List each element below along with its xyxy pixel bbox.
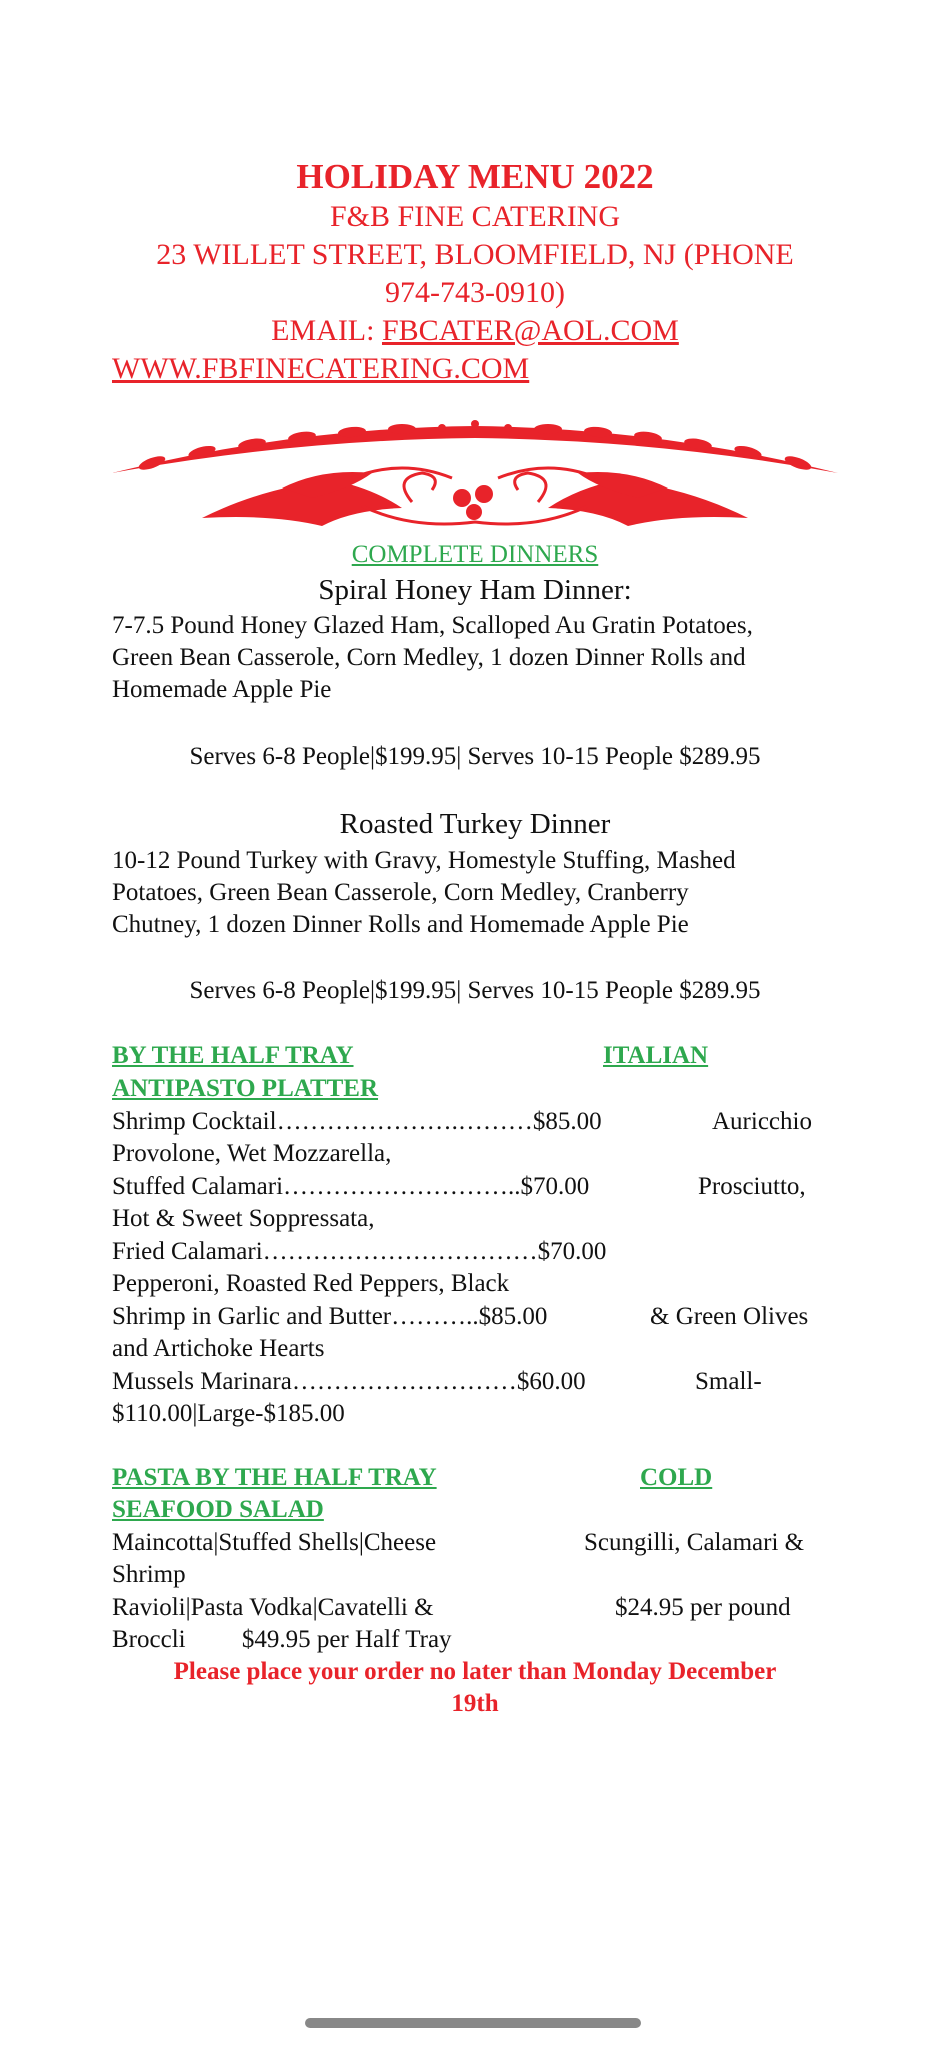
half-tray-line: $110.00|Large-$185.00 bbox=[112, 1400, 345, 1427]
pasta-line: Ravioli|Pasta Vodka|Cavatelli & bbox=[112, 1594, 434, 1621]
pasta-line: Shrimp bbox=[112, 1561, 186, 1588]
home-indicator[interactable] bbox=[305, 2018, 641, 2028]
turkey-dinner-description bbox=[112, 845, 838, 941]
half-tray-line: Mussels Marinara………………………$60.00 bbox=[112, 1368, 586, 1395]
pasta-heading: PASTA BY THE HALF TRAY bbox=[112, 1464, 437, 1491]
email-link[interactable]: FBCATER@AOL.COM bbox=[381, 314, 679, 347]
half-tray-line: and Artichoke Hearts bbox=[112, 1335, 325, 1362]
half-tray-line: Fried Calamari……………………………$70.00 bbox=[112, 1238, 607, 1265]
email-line bbox=[112, 312, 838, 350]
ham-desc-line: 7-7.5 Pound Honey Glazed Ham, Scalloped Au Gratin Potatoes, bbox=[112, 612, 753, 639]
ham-desc-line: Homemade Apple Pie bbox=[112, 676, 332, 703]
turkey-desc-line: 10-12 Pound Turkey with Gravy, Homestyle Stuffing, Mashed bbox=[112, 847, 736, 874]
italian-heading: ITALIAN bbox=[603, 1042, 709, 1069]
menu-title: HOLIDAY MENU 2022 bbox=[296, 157, 654, 196]
address-line-1: 23 WILLET STREET, BLOOMFIELD, NJ (PHONE bbox=[156, 238, 794, 271]
half-tray-line-right: Prosciutto, bbox=[698, 1173, 806, 1200]
company-name: F&B FINE CATERING bbox=[329, 200, 621, 233]
turkey-dinner-serves: Serves 6-8 People|$199.95| Serves 10-15 People $289.95 bbox=[189, 977, 761, 1004]
pasta-line: Maincotta|Stuffed Shells|Cheese bbox=[112, 1529, 437, 1556]
half-tray-line-right: & Green Olives bbox=[650, 1303, 809, 1330]
order-deadline-notice-line2: 19th bbox=[451, 1690, 499, 1717]
half-tray-line: Shrimp in Garlic and Butter………..$85.00 bbox=[112, 1303, 548, 1330]
pasta-line-right: Scungilli, Calamari & bbox=[584, 1529, 805, 1556]
half-tray-line: Pepperoni, Roasted Red Peppers, Black bbox=[112, 1270, 510, 1297]
half-tray-line-right: Auricchio bbox=[712, 1108, 812, 1135]
turkey-desc-line: Potatoes, Green Bean Casserole, Corn Medley, Cranberry bbox=[112, 879, 689, 906]
cold-heading: COLD bbox=[640, 1464, 713, 1491]
website-link[interactable]: WWW.FBFINECATERING.COM bbox=[112, 352, 530, 385]
holly-ornament bbox=[112, 418, 838, 542]
antipasto-heading: ANTIPASTO PLATTER bbox=[112, 1075, 379, 1102]
pasta-line: Broccli $49.95 per Half Tray bbox=[112, 1626, 452, 1653]
half-tray-line: Stuffed Calamari………………………..$70.00 bbox=[112, 1173, 590, 1200]
order-deadline-notice: Please place your order no later than Monday December bbox=[173, 1658, 777, 1685]
half-tray-line: Shrimp Cocktail………………….………$85.00 bbox=[112, 1108, 602, 1135]
half-tray-line: Hot & Sweet Soppressata, bbox=[112, 1205, 375, 1232]
complete-dinners-title: COMPLETE DINNERS bbox=[351, 541, 599, 568]
seafood-salad-heading: SEAFOOD SALAD bbox=[112, 1496, 324, 1523]
half-tray-line: Provolone, Wet Mozzarella, bbox=[112, 1140, 392, 1167]
turkey-dinner-name: Roasted Turkey Dinner bbox=[339, 808, 611, 840]
ham-desc-line: Green Bean Casserole, Corn Medley, 1 dozen Dinner Rolls and bbox=[112, 644, 746, 671]
address-line-2: 974-743-0910) bbox=[385, 276, 565, 309]
half-tray-line-right: Small- bbox=[695, 1368, 762, 1395]
email-label: EMAIL: bbox=[271, 314, 382, 347]
turkey-desc-line: Chutney, 1 dozen Dinner Rolls and Homemade Apple Pie bbox=[112, 911, 689, 938]
ham-dinner-description bbox=[112, 610, 838, 706]
half-tray-heading: BY THE HALF TRAY bbox=[112, 1042, 354, 1069]
ham-dinner-serves: Serves 6-8 People|$199.95| Serves 10-15 People $289.95 bbox=[189, 743, 761, 770]
pasta-line-right: $24.95 per pound bbox=[615, 1594, 791, 1621]
ham-dinner-name: Spiral Honey Ham Dinner: bbox=[318, 574, 632, 606]
